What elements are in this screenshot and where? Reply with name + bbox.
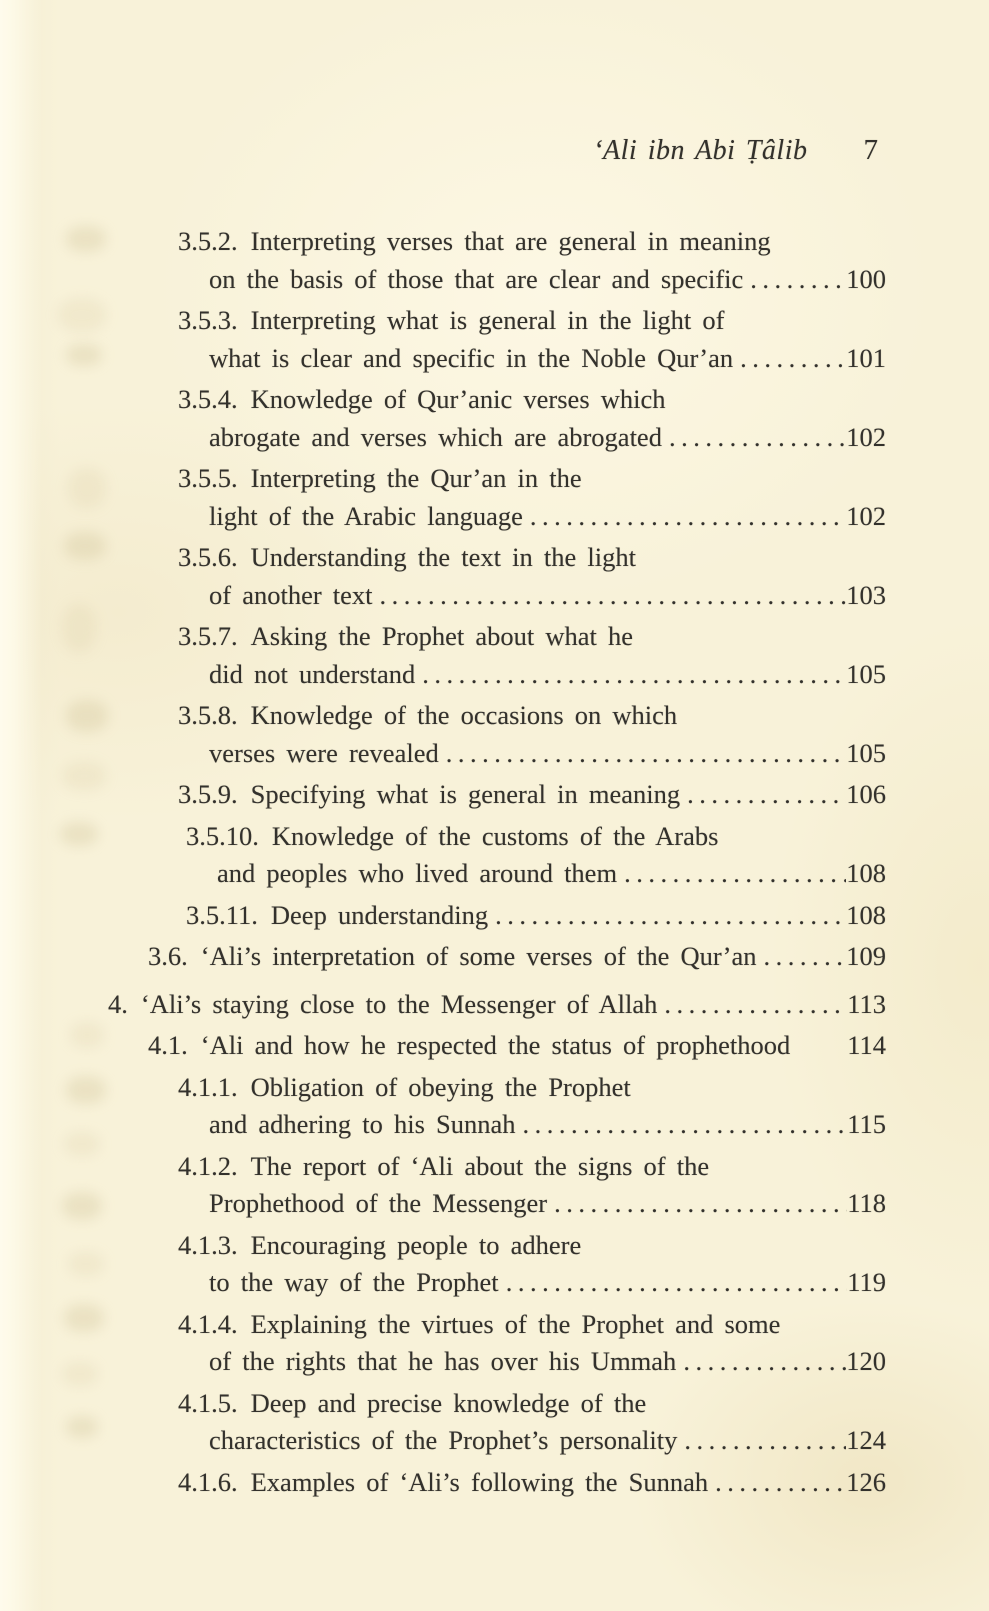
toc-entry [108, 1306, 886, 1381]
entry-text: Prophethood of the Messenger [209, 1188, 548, 1218]
toc-entry-line [178, 340, 886, 378]
entry-number: 3.5.5. [178, 463, 238, 493]
bleed-through-mark [66, 1416, 98, 1438]
page-ref: 109 [846, 941, 886, 971]
entry-text: what is clear and specific in the Noble Qur’an [209, 342, 734, 373]
page-ref: 105 [846, 737, 886, 768]
toc-entry-line [178, 460, 886, 498]
toc-entry [108, 986, 886, 1024]
entry-number: 3.5.10. [186, 820, 259, 851]
entry-text: ‘Ali’s interpretation of some verses of the Qur’an [200, 941, 757, 971]
dot-leader [733, 340, 846, 378]
toc-entry [108, 618, 886, 693]
entry-text: Specifying what is general in meaning [250, 779, 681, 809]
dot-leader [439, 735, 847, 773]
page-ref: 126 [846, 1466, 886, 1497]
entry-text: Knowledge of the occasions on which [250, 700, 678, 730]
entry-text: Interpreting verses that are general in meaning [250, 226, 771, 256]
toc-entry [108, 697, 886, 772]
toc-entry [108, 460, 886, 535]
dot-leader [657, 986, 847, 1024]
entry-number: 4.1.6. [178, 1466, 238, 1497]
entry-number: 4.1. [148, 1030, 188, 1060]
bleed-through-mark [64, 532, 106, 560]
toc-entry-line [178, 498, 886, 536]
page-ref: 119 [847, 1267, 886, 1297]
dot-leader [373, 577, 847, 615]
bleed-through-mark [66, 700, 108, 732]
toc-entry [108, 1148, 886, 1223]
entry-number: 4.1.2. [178, 1150, 238, 1181]
toc-entry-line [186, 818, 886, 856]
toc-entry-line [178, 1069, 886, 1107]
toc-entry-line [178, 697, 886, 735]
entry-number: 3.5.6. [178, 542, 238, 572]
entry-number: 3.5.8. [178, 700, 238, 730]
bleed-through-mark [62, 762, 106, 790]
dot-leader [516, 1106, 848, 1144]
toc-entry-line [178, 261, 886, 299]
toc-entry [108, 1227, 886, 1302]
entry-text: Deep and precise knowledge of the [250, 1387, 647, 1418]
entry-number: 3.5.4. [178, 384, 238, 414]
toc-entry [108, 1027, 886, 1065]
toc-entry [108, 223, 886, 298]
toc-entry-line [148, 1027, 886, 1065]
toc-entry [108, 818, 886, 893]
toc-entry-line [178, 1464, 886, 1502]
entry-number: 3.5.9. [178, 779, 238, 809]
toc-entry-line [178, 735, 886, 773]
toc-entry-line [178, 618, 886, 656]
toc-entry-line [178, 1106, 886, 1144]
entry-number: 3.5.2. [178, 226, 238, 256]
entry-text: Deep understanding [270, 899, 489, 930]
bleed-through-mark [64, 1132, 100, 1156]
dot-leader [743, 261, 846, 299]
page-ref: 124 [846, 1425, 886, 1455]
entry-text: of the rights that he has over his Ummah [209, 1346, 677, 1376]
entry-text: Examples of ‘Ali’s following the Sunnah [250, 1466, 709, 1497]
page-ref: 115 [847, 1109, 886, 1139]
dot-leader [708, 1464, 846, 1502]
toc-entry-line [178, 419, 886, 457]
entry-text: ‘Ali’s staying close to the Messenger of Allah [140, 988, 658, 1019]
entry-number: 3.5.11. [186, 899, 258, 930]
running-title: ‘Ali ibn Abi Ṭâlib [593, 135, 808, 166]
toc-entry-line [186, 897, 886, 935]
toc-entry-line [178, 302, 886, 340]
toc-entry [108, 381, 886, 456]
entry-text: on the basis of those that are clear and specific [209, 263, 744, 294]
toc-entry-line [178, 656, 886, 694]
entry-text: Asking the Prophet about what he [250, 621, 634, 651]
bleed-through-mark [66, 344, 102, 366]
entry-text: Interpreting what is general in the light of [250, 305, 725, 335]
entry-text: and adhering to his Sunnah [209, 1109, 516, 1139]
entry-text: Encouraging people to adhere [250, 1229, 582, 1260]
page-ref: 103 [846, 579, 886, 610]
toc-entry-line [148, 938, 886, 976]
toc-entry-line [186, 855, 886, 893]
toc-entry-line [108, 986, 886, 1024]
toc-entry-line [178, 1185, 886, 1223]
bleed-through-mark [60, 822, 98, 846]
dot-leader [617, 855, 846, 893]
dot-leader [662, 419, 846, 457]
dot-leader [676, 1343, 846, 1381]
toc-entry [108, 1385, 886, 1460]
toc-entry [108, 776, 886, 814]
entry-text: Understanding the text in the light [250, 542, 636, 572]
entry-number: 4.1.5. [178, 1387, 238, 1418]
dot-leader [523, 498, 846, 536]
toc-entry [108, 938, 886, 976]
entry-number: 3.5.3. [178, 305, 238, 335]
entry-number: 3.6. [148, 941, 188, 971]
toc-list [108, 223, 886, 1501]
dot-leader [415, 656, 846, 694]
entry-text: Knowledge of Qur’anic verses which [250, 384, 666, 414]
page-ref: 105 [846, 658, 886, 689]
page-ref: 120 [846, 1346, 886, 1376]
entry-text: Explaining the virtues of the Prophet and some [250, 1308, 781, 1339]
entry-text: of another text [209, 579, 373, 610]
dot-leader [677, 1422, 846, 1460]
toc-entry [108, 1069, 886, 1144]
toc-entry [108, 302, 886, 377]
bleed-through-mark [62, 604, 96, 652]
entry-text: ‘Ali and how he respected the status of prophethood [200, 1030, 791, 1060]
entry-number: 4.1.4. [178, 1308, 238, 1339]
entry-number: 4.1.1. [178, 1071, 238, 1102]
toc-entry [108, 1464, 886, 1502]
entry-text: verses were revealed [209, 737, 439, 768]
entry-text: did not understand [209, 658, 416, 689]
toc-entry-line [178, 1343, 886, 1381]
toc-entry-line [178, 776, 886, 814]
bleed-through-mark [58, 298, 106, 332]
dot-leader [499, 1264, 848, 1302]
bleed-through-mark [68, 1252, 104, 1276]
page-ref: 108 [846, 899, 886, 930]
entry-text: and peoples who lived around them [217, 858, 618, 888]
toc-entry-line [178, 1227, 886, 1265]
page-ref: 113 [847, 988, 886, 1019]
entry-number: 4. [108, 988, 128, 1019]
bleed-through-mark [66, 1076, 106, 1104]
entry-text: Knowledge of the customs of the Arabs [271, 820, 719, 851]
entry-text: to the way of the Prophet [209, 1267, 499, 1297]
dot-leader [488, 897, 846, 935]
page-ref: 101 [846, 342, 886, 373]
toc-entry-line [178, 1385, 886, 1423]
toc-entry-line [178, 1306, 886, 1344]
bleed-through-mark [62, 1192, 102, 1220]
toc-entry-line [178, 1264, 886, 1302]
dot-leader [547, 1185, 847, 1223]
entry-text: The report of ‘Ali about the signs of the [250, 1150, 710, 1181]
toc-entry-line [178, 223, 886, 261]
toc-entry-line [178, 1422, 886, 1460]
page-ref: 102 [846, 421, 886, 452]
entry-text: light of the Arabic language [209, 500, 523, 531]
page-number: 7 [863, 134, 878, 166]
toc-entry-line [178, 577, 886, 615]
bleed-through-mark [66, 226, 106, 252]
page-ref: 100 [846, 263, 886, 294]
entry-number: 3.5.7. [178, 621, 238, 651]
entry-text: characteristics of the Prophet’s personality [209, 1425, 678, 1455]
entry-text: abrogate and verses which are abrogated [209, 421, 662, 452]
page-ref: 102 [846, 500, 886, 531]
page-ref: 118 [847, 1188, 886, 1218]
toc-entry-line [178, 381, 886, 419]
entry-number: 4.1.3. [178, 1229, 238, 1260]
page-ref: 106 [846, 779, 886, 809]
dot-leader [680, 776, 846, 814]
toc-entry [108, 897, 886, 935]
dot-leader [757, 938, 847, 976]
toc-entry-line [178, 1148, 886, 1186]
entry-text: Obligation of obeying the Prophet [250, 1071, 631, 1102]
entry-text: Interpreting the Qur’an in the [250, 463, 582, 493]
page-header [593, 134, 878, 167]
bleed-through-mark [70, 1022, 104, 1048]
bleed-through-mark [62, 1362, 98, 1386]
toc-entry [108, 539, 886, 614]
page-ref: 114 [847, 1030, 886, 1060]
page-ref: 108 [846, 858, 886, 888]
bleed-through-mark [64, 1304, 104, 1332]
toc-entry-line [178, 539, 886, 577]
bleed-through-mark [68, 468, 106, 508]
